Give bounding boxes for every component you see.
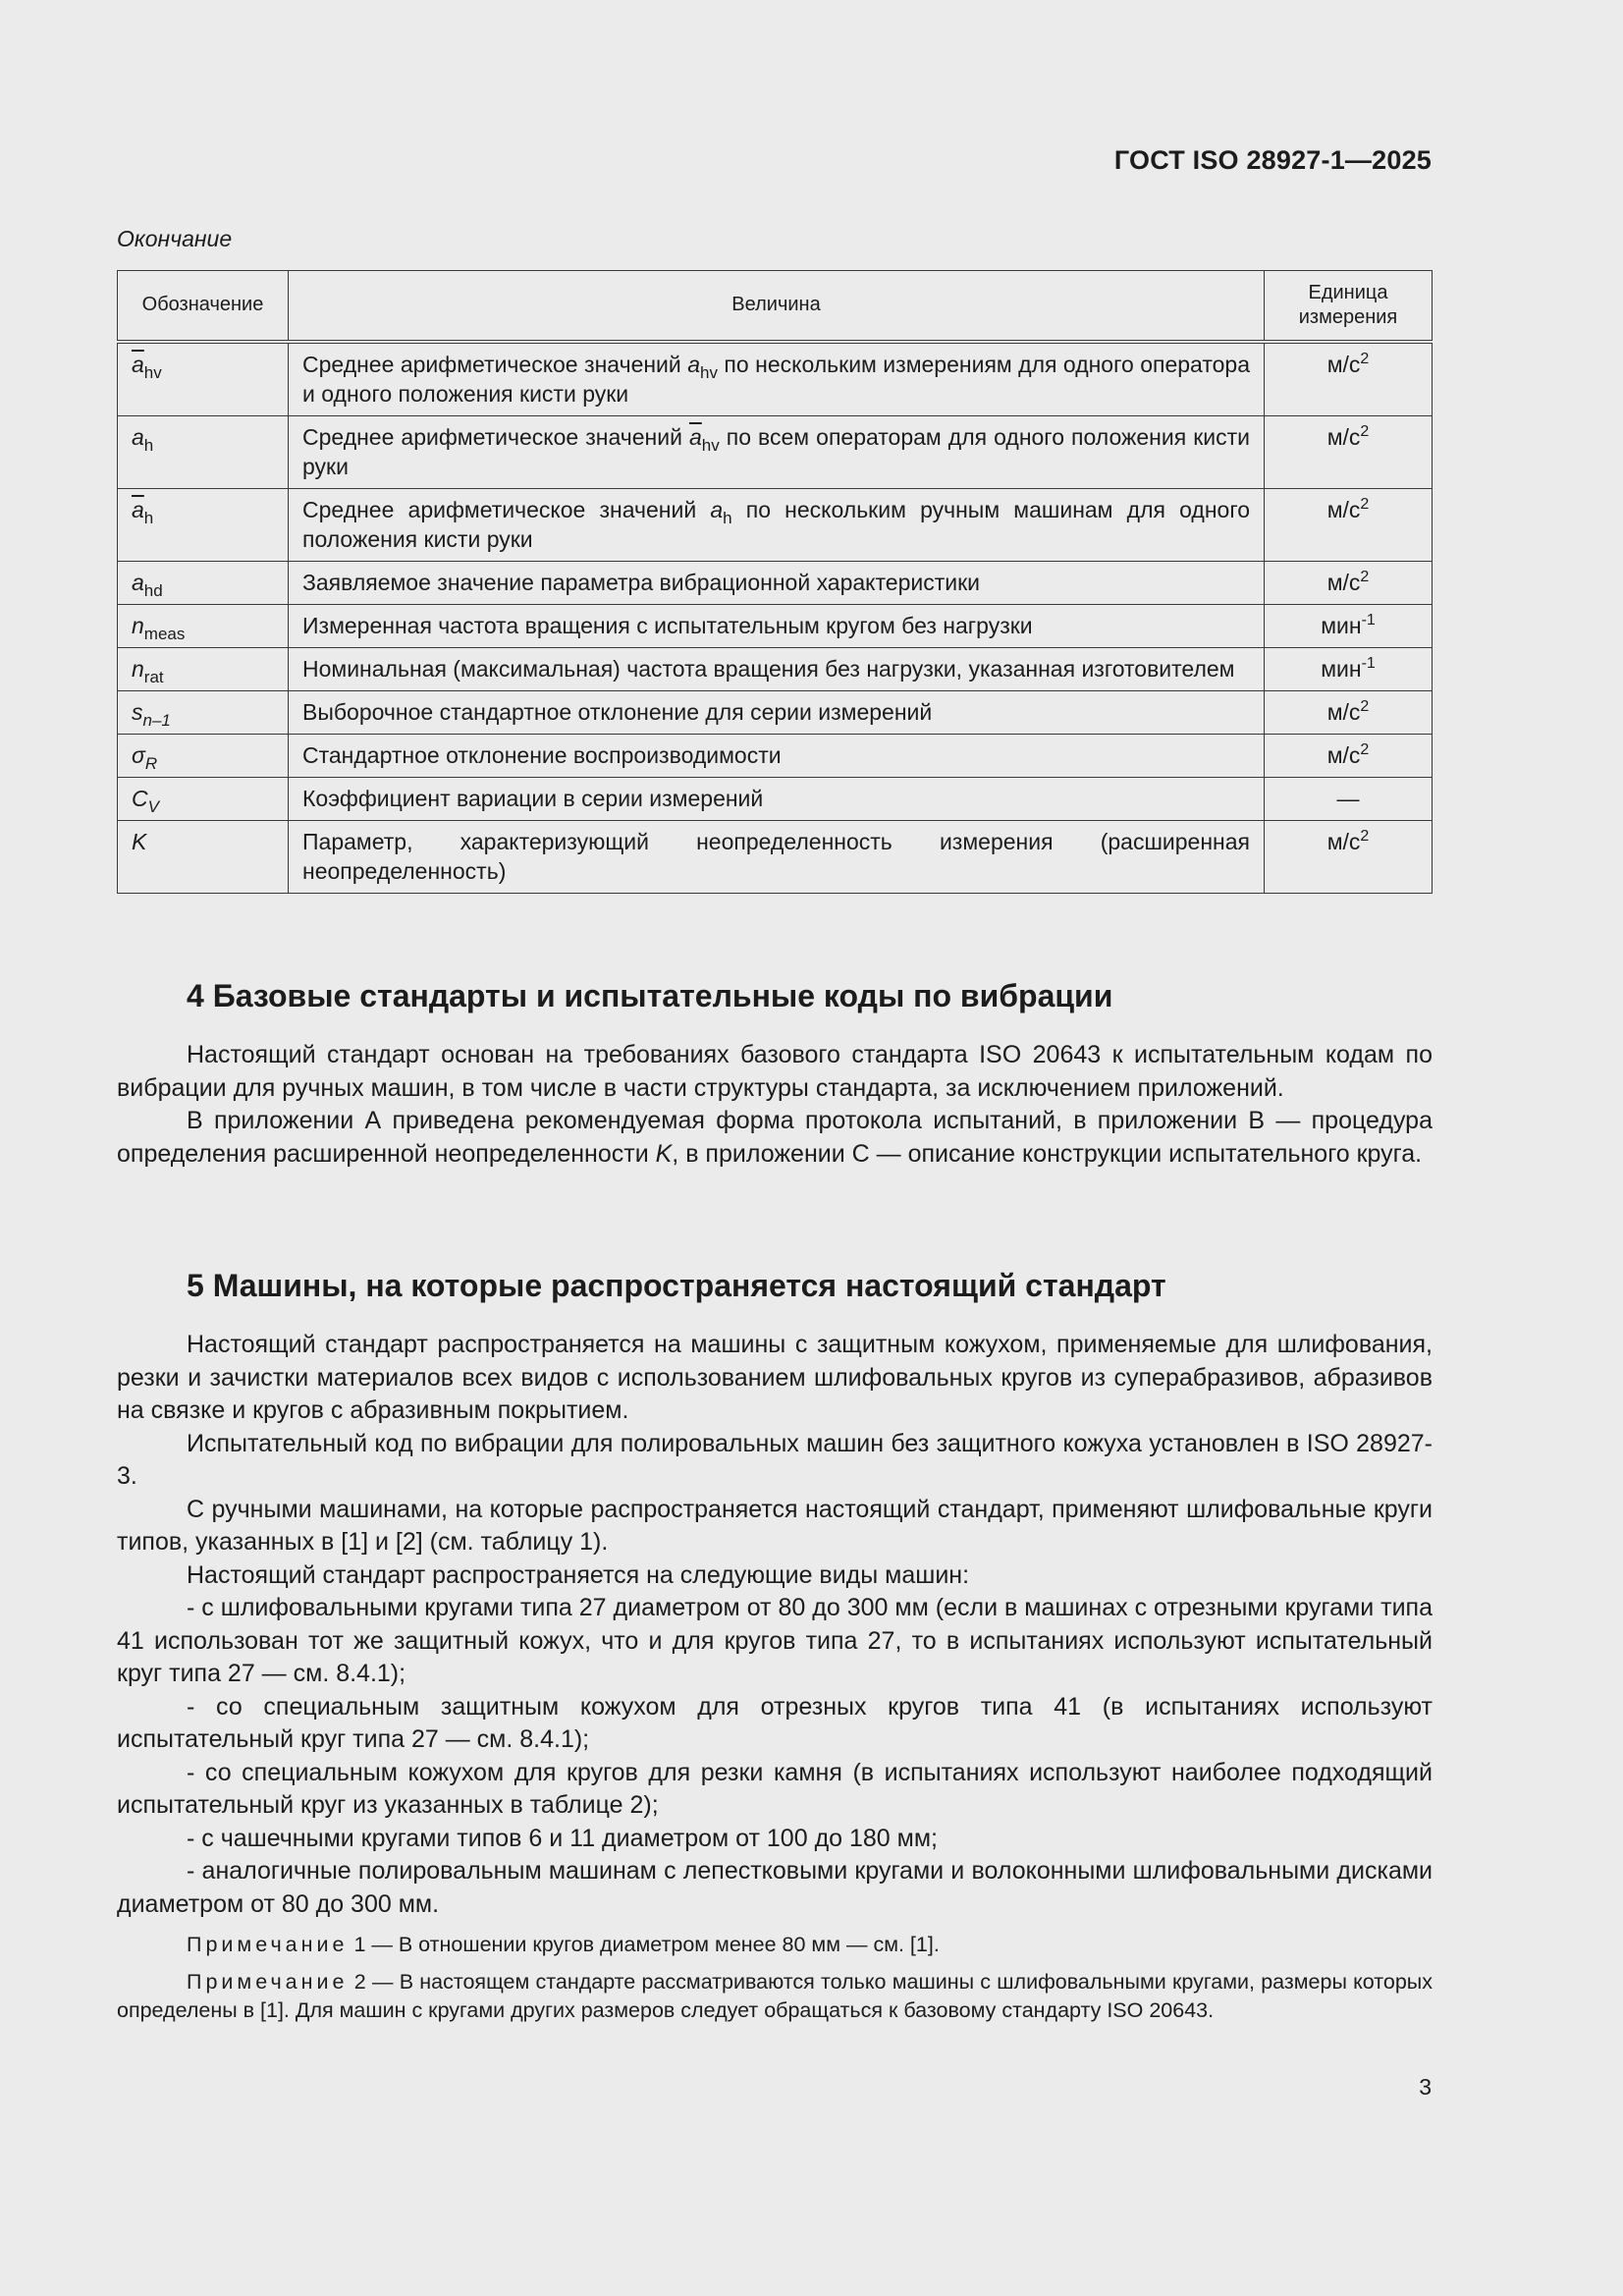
note-text: — В настоящем стандарте рассматриваются только машины с шлифовальными кругами, размеры которых определены в [1]. Для машин с кругами других размеров следует обращаться к базовому стандарту ISO 20643. bbox=[117, 1969, 1433, 2022]
column-header-symbol: Обозначение bbox=[118, 271, 289, 342]
quantity-cell bbox=[289, 647, 1265, 690]
symbol-subscript: h bbox=[143, 508, 154, 527]
symbol-subscript: V bbox=[147, 796, 159, 816]
table-row bbox=[118, 415, 1433, 488]
paragraph-text: В приложении А приведена рекомендуемая форма протокола испытаний, в приложении В — процедура определения расширенной неопределенности bbox=[117, 1107, 1433, 1168]
section-4-heading: 4 Базовые стандарты и испытательные коды по вибрации bbox=[187, 978, 1113, 1013]
quantity-cell bbox=[289, 342, 1265, 416]
symbol-cell bbox=[118, 342, 289, 416]
table-row bbox=[118, 647, 1433, 690]
unit-text: м/с bbox=[1326, 569, 1361, 595]
quantity-text: Заявляемое значение параметра вибрационной характеристики bbox=[302, 569, 980, 595]
quantity-text: по нескольким ручным машинам для одного положения кисти руки bbox=[302, 496, 1250, 552]
page-number: 3 bbox=[1419, 2074, 1432, 2100]
column-header-quantity: Величина bbox=[289, 271, 1265, 342]
unit-text: м/с bbox=[1326, 496, 1361, 522]
quantity-text: Номинальная (максимальная) частота вращения без нагрузки, указанная изготовителем bbox=[302, 655, 1235, 682]
note-text: — В отношении кругов диаметром менее 80 мм — см. [1]. bbox=[365, 1933, 940, 1956]
quantity-cell bbox=[289, 488, 1265, 561]
symbol-base: $\overline{a}$ bbox=[132, 496, 144, 522]
note-1 bbox=[117, 1931, 1433, 1960]
list-item: - с чашечными кругами типов 6 и 11 диаметром от 100 до 180 мм; bbox=[187, 1824, 938, 1852]
unit-text: м/с bbox=[1326, 741, 1361, 768]
note-number: 2 bbox=[353, 1969, 366, 1994]
inline-variable-subscript: h bbox=[723, 508, 732, 527]
symbol-cell bbox=[118, 777, 289, 820]
symbol-base: σ bbox=[132, 741, 145, 768]
unit-text: м/с bbox=[1326, 698, 1361, 725]
symbol-base: s bbox=[132, 698, 143, 725]
table-row bbox=[118, 734, 1433, 777]
quantity-text: Измеренная частота вращения с испытательным кругом без нагрузки bbox=[302, 612, 1033, 638]
variable-k: K bbox=[655, 1139, 673, 1168]
list-item: - со специальным защитным кожухом для отрезных кругов типа 41 (в испытаниях используют испытательный круг типа 27 — см. 8.4.1); bbox=[117, 1692, 1433, 1753]
table-row bbox=[118, 561, 1433, 604]
unit-superscript: 2 bbox=[1360, 350, 1370, 367]
list-item: - с шлифовальными кругами типа 27 диаметром от 80 до 300 мм (если в машинах с отрезными кругами типа 41 использован тот же защитный кожух, что и для кругов типа 27, то в испытаниях используют испытательный круг типа 27 — см. 8.4.1); bbox=[117, 1594, 1433, 1687]
note-label: Примечание bbox=[187, 1969, 349, 1994]
unit-superscript: 2 bbox=[1360, 697, 1370, 715]
quantity-cell bbox=[289, 820, 1265, 893]
unit-cell bbox=[1265, 690, 1433, 734]
section-4-body bbox=[117, 1039, 1433, 1171]
symbol-base: n bbox=[132, 612, 144, 638]
section-5-body bbox=[117, 1329, 1433, 1921]
symbol-cell bbox=[118, 604, 289, 647]
symbol-subscript: rat bbox=[143, 667, 164, 686]
symbol-cell bbox=[118, 415, 289, 488]
note-label: Примечание bbox=[187, 1933, 349, 1956]
symbol-cell bbox=[118, 647, 289, 690]
inline-variable: a bbox=[710, 496, 724, 522]
quantity-cell bbox=[289, 415, 1265, 488]
table-continuation-label: Окончание bbox=[117, 226, 233, 251]
section-5-paragraph: С ручными машинами, на которые распространяется настоящий стандарт, применяют шлифовальные круги типов, указанных в [1] и [2] (см. таблицу 1). bbox=[117, 1495, 1433, 1556]
notes-block bbox=[117, 1931, 1433, 2034]
quantity-text: по всем операторам для одного положения кисти руки bbox=[302, 423, 1250, 479]
table-row bbox=[118, 488, 1433, 561]
unit-superscript: 2 bbox=[1360, 827, 1370, 845]
symbol-base: K bbox=[132, 828, 147, 854]
table-header-row bbox=[118, 271, 1433, 342]
quantity-cell bbox=[289, 734, 1265, 777]
symbol-subscript: h bbox=[143, 435, 154, 455]
quantity-cell bbox=[289, 777, 1265, 820]
unit-superscript: 2 bbox=[1360, 495, 1370, 513]
list-item: - аналогичные полировальным машинам с лепестковыми кругами и волоконными шлифовальными дисками диаметром от 80 до 300 мм. bbox=[117, 1857, 1433, 1918]
unit-cell bbox=[1265, 604, 1433, 647]
unit-text: мин bbox=[1321, 612, 1362, 638]
unit-cell bbox=[1265, 488, 1433, 561]
unit-cell bbox=[1265, 415, 1433, 488]
unit-cell bbox=[1265, 561, 1433, 604]
column-header-unit: Единица измерения bbox=[1265, 271, 1433, 342]
symbol-cell bbox=[118, 690, 289, 734]
symbol-subscript: hv bbox=[143, 362, 162, 382]
symbols-table bbox=[117, 270, 1433, 894]
symbol-cell bbox=[118, 561, 289, 604]
quantity-text: Стандартное отклонение воспроизводимости bbox=[302, 741, 782, 768]
section-4-paragraph bbox=[117, 1105, 1433, 1171]
symbol-subscript: n–1 bbox=[142, 710, 171, 730]
symbol-base: C bbox=[132, 785, 148, 811]
symbol-base: n bbox=[132, 655, 144, 682]
list-item: - со специальным кожухом для кругов для резки камня (в испытаниях используют наиболее подходящий испытательный круг из указанных в таблице 2); bbox=[117, 1758, 1433, 1819]
unit-cell bbox=[1265, 820, 1433, 893]
symbol-subscript: R bbox=[144, 753, 158, 773]
unit-superscript: -1 bbox=[1361, 611, 1376, 629]
table-body bbox=[118, 342, 1433, 894]
unit-cell bbox=[1265, 342, 1433, 416]
quantity-cell bbox=[289, 561, 1265, 604]
symbol-subscript: hd bbox=[143, 580, 163, 600]
symbol-base: a bbox=[132, 423, 144, 450]
section-5-paragraph: Испытательный код по вибрации для полировальных машин без защитного кожуха установлен в ISO 28927-3. bbox=[117, 1429, 1433, 1490]
table-row bbox=[118, 820, 1433, 893]
paragraph-text: , в приложении С — описание конструкции испытательного круга. bbox=[672, 1139, 1423, 1168]
symbol-cell bbox=[118, 820, 289, 893]
note-2 bbox=[117, 1968, 1433, 2026]
unit-superscript: 2 bbox=[1360, 568, 1370, 585]
section-5-paragraph: Настоящий стандарт распространяется на следующие виды машин: bbox=[187, 1560, 970, 1589]
table-row bbox=[118, 342, 1433, 416]
unit-cell bbox=[1265, 734, 1433, 777]
unit-superscript: -1 bbox=[1361, 654, 1376, 672]
section-5-heading: 5 Машины, на которые распространяется настоящий стандарт bbox=[187, 1268, 1166, 1303]
quantity-cell bbox=[289, 690, 1265, 734]
quantity-text: Среднее арифметическое значений bbox=[302, 496, 711, 522]
symbol-subscript: meas bbox=[143, 624, 186, 643]
unit-text: мин bbox=[1321, 655, 1362, 682]
table-row bbox=[118, 690, 1433, 734]
symbol-cell bbox=[118, 488, 289, 561]
quantity-text: Среднее арифметическое значений bbox=[302, 351, 688, 377]
symbol-base: $\overline{a}$ bbox=[132, 351, 144, 377]
table-row bbox=[118, 777, 1433, 820]
inline-variable-subscript: hv bbox=[701, 435, 720, 455]
quantity-cell bbox=[289, 604, 1265, 647]
section-5-paragraph: Настоящий стандарт распространяется на машины с защитным кожухом, применяемые для шлифования, резки и зачистки материалов всех видов с использованием шлифовальных кругов из суперабразивов, абразивов на связке и кругов с абразивным покрытием. bbox=[117, 1331, 1433, 1424]
unit-superscript: 2 bbox=[1360, 740, 1370, 758]
unit-cell bbox=[1265, 647, 1433, 690]
quantity-text: Среднее арифметическое значений bbox=[302, 423, 689, 450]
document-id: ГОСТ ISO 28927-1—2025 bbox=[1113, 145, 1432, 175]
unit-text: м/с bbox=[1326, 423, 1361, 450]
inline-variable-subscript: hv bbox=[700, 362, 718, 382]
quantity-text: по нескольким измерениям для одного оператора и одного положения кисти руки bbox=[302, 351, 1250, 407]
unit-text: м/с bbox=[1326, 351, 1361, 377]
quantity-text: Выборочное стандартное отклонение для серии измерений bbox=[302, 698, 933, 725]
unit-text: м/с bbox=[1326, 828, 1361, 854]
note-number: 1 bbox=[353, 1933, 366, 1956]
quantity-text: Коэффициент вариации в серии измерений bbox=[302, 785, 764, 811]
symbol-cell bbox=[118, 734, 289, 777]
quantity-text: Параметр, характеризующий неопределенность измерения (расширенная неопределенность) bbox=[302, 828, 1250, 884]
table-row bbox=[118, 604, 1433, 647]
inline-variable: $\overline{a}$ bbox=[688, 423, 702, 450]
unit-cell bbox=[1265, 777, 1433, 820]
section-4-paragraph: Настоящий стандарт основан на требованиях базового стандарта ISO 20643 к испытательным кодам по вибрации для ручных машин, в том числе в части структуры стандарта, за исключением приложений. bbox=[117, 1041, 1433, 1102]
unit-text: — bbox=[1336, 785, 1360, 811]
inline-variable: a bbox=[687, 351, 701, 377]
unit-superscript: 2 bbox=[1360, 422, 1370, 440]
symbol-base: a bbox=[132, 569, 144, 595]
